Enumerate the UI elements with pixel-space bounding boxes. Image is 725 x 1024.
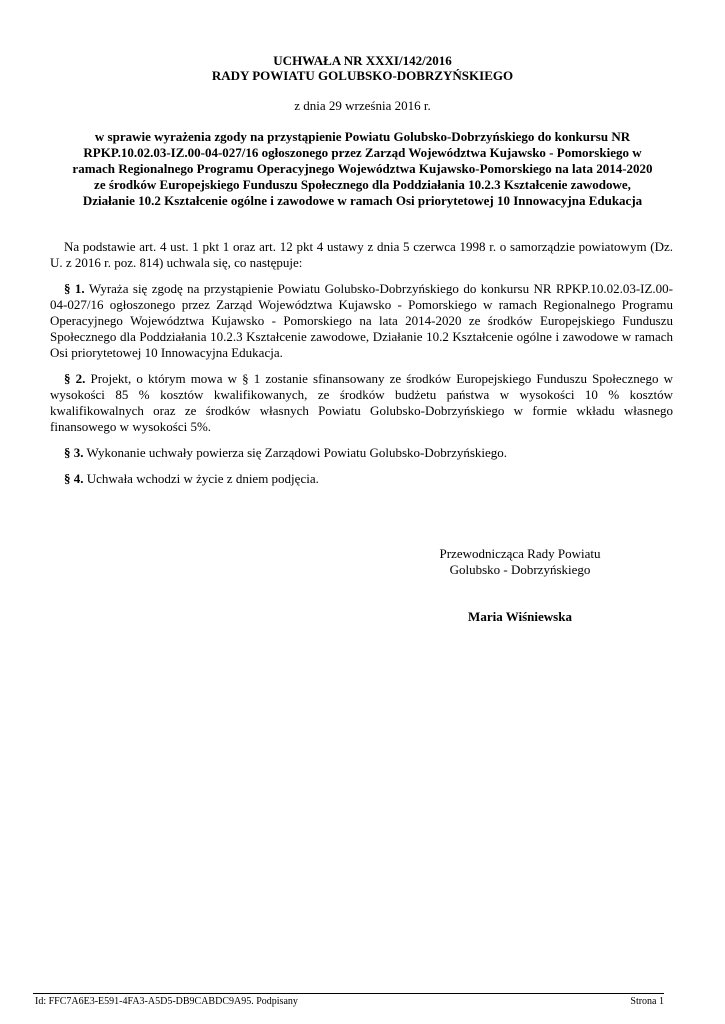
resolution-body — [50, 239, 673, 497]
paragraph-1 — [50, 281, 673, 361]
paragraph-label: § 2. — [64, 371, 86, 386]
paragraph-text: Wykonanie uchwały powierza się Zarządowi Powiatu Golubsko-Dobrzyńskiego. — [83, 445, 508, 460]
footer-divider — [33, 993, 664, 994]
paragraph-3 — [50, 445, 673, 461]
resolution-subject: w sprawie wyrażenia zgody na przystąpienie Powiatu Golubsko-Dobrzyńskiego do konkursu NR RPKP.10.02.03-IZ.00-04-027/16 ogłoszonego przez Zarząd Województwa Kujawsko - Pomorskiego w ramach Regionalnego Programu Operacyjnego Województwa Kujawsko-Pomorskiego na lata 2014-2020 ze środków Europejskiego Funduszu Społecznego dla Poddziałania 10.2.3 Kształcenie zawodowe, Działanie 10.2 Kształcenie ogólne i zawodowe w ramach Osi priorytetowej 10 Innowacyjna Edukacja — [72, 129, 653, 208]
legal-basis: Na podstawie art. 4 ust. 1 pkt 1 oraz art. 12 pkt 4 ustawy z dnia 5 czerwca 1998 r. o samorządzie powiatowym (Dz. U. z 2016 r. poz. 814) uchwala się, co następuje: — [50, 239, 673, 270]
council-name: RADY POWIATU GOLUBSKO-DOBRZYŃSKIEGO — [211, 68, 514, 83]
paragraph-2 — [50, 371, 673, 435]
paragraph-text: Projekt, o którym mowa w § 1 zostanie sfinansowany ze środków Europejskiego Funduszu Społecznego w wysokości 85 % kosztów kwalifikowanych, ze środków budżetu państwa w wysokości 10 % kosztów kwalifikowalnych oraz ze środków własnych Powiatu Golubsko-Dobrzyńskiego w formie wkładu własnego finansowego w wysokości 5%. — [50, 371, 674, 434]
paragraph-text: Uchwała wchodzi w życie z dniem podjęcia. — [83, 471, 319, 486]
signatory-role-line2: Golubsko - Dobrzyńskiego — [449, 562, 591, 577]
paragraph-label: § 1. — [64, 281, 85, 296]
paragraph-4 — [50, 471, 673, 487]
paragraph-text: Wyraża się zgodę na przystąpienie Powiatu Golubsko-Dobrzyńskiego do konkursu NR RPKP.10.02.03-IZ.00-04-027/16 ogłoszonego przez Zarząd Województwa Kujawsko - Pomorskiego w ramach Regionalnego Programu Operacyjnego Województwa Kujawsko - Pomorskiego na lata 2014-2020 ze środków Europejskiego Funduszu Społecznego dla Poddziałania 10.2.3 Kształcenie zawodowe, Działanie 10.2 Kształcenie ogólne i zawodowe w ramach Osi priorytetowej 10 Innowacyjna Edukacja. — [50, 281, 673, 360]
paragraph-label: § 3. — [64, 445, 84, 460]
signatory-name: Maria Wiśniewska — [468, 609, 572, 624]
resolution-date: z dnia 29 września 2016 r. — [294, 98, 431, 113]
signatory-role-line1: Przewodnicząca Rady Powiatu — [439, 546, 601, 561]
paragraph-label: § 4. — [64, 471, 84, 486]
document-id: Id: FFC7A6E3-E591-4FA3-A5D5-DB9CABDC9A95. Podpisany — [35, 996, 298, 1007]
page-number: Strona 1 — [630, 996, 664, 1007]
signatory-role — [410, 546, 630, 578]
resolution-number: UCHWAŁA NR XXXI/142/2016 — [273, 53, 452, 68]
